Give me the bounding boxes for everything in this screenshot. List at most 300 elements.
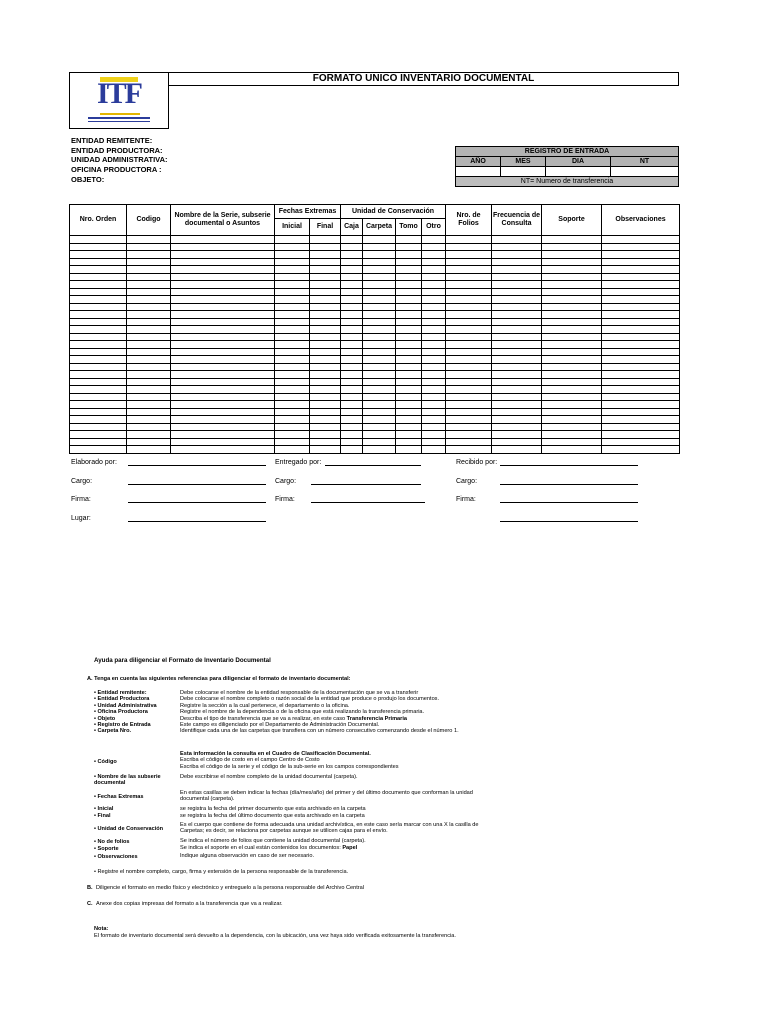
table-cell[interactable] bbox=[171, 266, 275, 274]
table-cell[interactable] bbox=[310, 281, 341, 289]
table-cell[interactable] bbox=[127, 258, 171, 266]
table-cell[interactable] bbox=[492, 318, 542, 326]
table-cell[interactable] bbox=[341, 311, 363, 319]
table-cell[interactable] bbox=[396, 273, 422, 281]
table-cell[interactable] bbox=[310, 341, 341, 349]
table-cell[interactable] bbox=[127, 318, 171, 326]
table-cell[interactable] bbox=[422, 341, 446, 349]
table-cell[interactable] bbox=[70, 446, 127, 454]
table-cell[interactable] bbox=[396, 378, 422, 386]
table-cell[interactable] bbox=[422, 431, 446, 439]
table-cell[interactable] bbox=[396, 258, 422, 266]
table-cell[interactable] bbox=[542, 438, 602, 446]
table-cell[interactable] bbox=[341, 356, 363, 364]
table-cell[interactable] bbox=[542, 378, 602, 386]
table-cell[interactable] bbox=[542, 326, 602, 334]
table-cell[interactable] bbox=[422, 326, 446, 334]
table-cell[interactable] bbox=[542, 356, 602, 364]
table-cell[interactable] bbox=[275, 273, 310, 281]
table-cell[interactable] bbox=[275, 296, 310, 304]
table-cell[interactable] bbox=[310, 431, 341, 439]
table-cell[interactable] bbox=[70, 296, 127, 304]
table-cell[interactable] bbox=[171, 243, 275, 251]
table-cell[interactable] bbox=[396, 251, 422, 259]
table-cell[interactable] bbox=[492, 251, 542, 259]
table-cell[interactable] bbox=[341, 326, 363, 334]
table-cell[interactable] bbox=[422, 243, 446, 251]
table-cell[interactable] bbox=[171, 326, 275, 334]
table-cell[interactable] bbox=[396, 296, 422, 304]
table-cell[interactable] bbox=[127, 303, 171, 311]
table-cell[interactable] bbox=[310, 371, 341, 379]
table-cell[interactable] bbox=[363, 273, 396, 281]
table-cell[interactable] bbox=[310, 303, 341, 311]
table-cell[interactable] bbox=[492, 386, 542, 394]
table-cell[interactable] bbox=[70, 303, 127, 311]
table-cell[interactable] bbox=[396, 416, 422, 424]
table-cell[interactable] bbox=[171, 363, 275, 371]
table-cell[interactable] bbox=[127, 371, 171, 379]
table-cell[interactable] bbox=[341, 273, 363, 281]
table-cell[interactable] bbox=[446, 401, 492, 409]
table-cell[interactable] bbox=[446, 273, 492, 281]
table-cell[interactable] bbox=[602, 393, 680, 401]
table-cell[interactable] bbox=[275, 378, 310, 386]
table-cell[interactable] bbox=[275, 431, 310, 439]
table-cell[interactable] bbox=[127, 273, 171, 281]
table-cell[interactable] bbox=[310, 266, 341, 274]
table-cell[interactable] bbox=[422, 266, 446, 274]
table-cell[interactable] bbox=[602, 401, 680, 409]
table-cell[interactable] bbox=[542, 386, 602, 394]
table-cell[interactable] bbox=[542, 371, 602, 379]
table-cell[interactable] bbox=[396, 281, 422, 289]
table-cell[interactable] bbox=[602, 431, 680, 439]
table-cell[interactable] bbox=[492, 236, 542, 244]
table-cell[interactable] bbox=[70, 363, 127, 371]
table-cell[interactable] bbox=[70, 356, 127, 364]
table-cell[interactable] bbox=[310, 243, 341, 251]
table-cell[interactable] bbox=[542, 401, 602, 409]
table-cell[interactable] bbox=[602, 438, 680, 446]
table-cell[interactable] bbox=[602, 318, 680, 326]
table-cell[interactable] bbox=[310, 348, 341, 356]
table-cell[interactable] bbox=[341, 393, 363, 401]
table-cell[interactable] bbox=[363, 266, 396, 274]
table-cell[interactable] bbox=[171, 423, 275, 431]
table-cell[interactable] bbox=[542, 408, 602, 416]
table-cell[interactable] bbox=[446, 281, 492, 289]
table-cell[interactable] bbox=[70, 318, 127, 326]
table-cell[interactable] bbox=[602, 371, 680, 379]
table-cell[interactable] bbox=[422, 251, 446, 259]
table-cell[interactable] bbox=[396, 408, 422, 416]
table-cell[interactable] bbox=[602, 243, 680, 251]
table-cell[interactable] bbox=[422, 356, 446, 364]
table-cell[interactable] bbox=[341, 281, 363, 289]
table-cell[interactable] bbox=[341, 363, 363, 371]
table-cell[interactable] bbox=[396, 386, 422, 394]
table-cell[interactable] bbox=[602, 356, 680, 364]
table-cell[interactable] bbox=[363, 371, 396, 379]
table-cell[interactable] bbox=[363, 258, 396, 266]
table-cell[interactable] bbox=[422, 393, 446, 401]
table-cell[interactable] bbox=[492, 378, 542, 386]
table-cell[interactable] bbox=[446, 303, 492, 311]
table-cell[interactable] bbox=[602, 408, 680, 416]
table-cell[interactable] bbox=[127, 341, 171, 349]
table-cell[interactable] bbox=[492, 348, 542, 356]
table-cell[interactable] bbox=[542, 296, 602, 304]
table-cell[interactable] bbox=[363, 393, 396, 401]
table-cell[interactable] bbox=[341, 251, 363, 259]
table-cell[interactable] bbox=[542, 333, 602, 341]
table-cell[interactable] bbox=[542, 311, 602, 319]
table-cell[interactable] bbox=[275, 318, 310, 326]
table-cell[interactable] bbox=[310, 251, 341, 259]
table-cell[interactable] bbox=[363, 288, 396, 296]
table-cell[interactable] bbox=[542, 341, 602, 349]
table-cell[interactable] bbox=[341, 236, 363, 244]
table-cell[interactable] bbox=[127, 363, 171, 371]
table-cell[interactable] bbox=[492, 326, 542, 334]
table-cell[interactable] bbox=[446, 363, 492, 371]
table-cell[interactable] bbox=[171, 356, 275, 364]
table-cell[interactable] bbox=[310, 363, 341, 371]
table-cell[interactable] bbox=[542, 446, 602, 454]
table-cell[interactable] bbox=[602, 416, 680, 424]
table-cell[interactable] bbox=[275, 288, 310, 296]
table-cell[interactable] bbox=[310, 401, 341, 409]
table-cell[interactable] bbox=[70, 311, 127, 319]
table-cell[interactable] bbox=[341, 303, 363, 311]
table-cell[interactable] bbox=[396, 303, 422, 311]
table-cell[interactable] bbox=[492, 423, 542, 431]
firma-field[interactable] bbox=[311, 502, 425, 503]
table-cell[interactable] bbox=[127, 393, 171, 401]
table-cell[interactable] bbox=[70, 243, 127, 251]
table-cell[interactable] bbox=[171, 251, 275, 259]
table-cell[interactable] bbox=[70, 281, 127, 289]
table-cell[interactable] bbox=[602, 326, 680, 334]
table-cell[interactable] bbox=[310, 438, 341, 446]
table-cell[interactable] bbox=[446, 311, 492, 319]
table-cell[interactable] bbox=[275, 258, 310, 266]
table-cell[interactable] bbox=[492, 243, 542, 251]
table-cell[interactable] bbox=[492, 333, 542, 341]
table-cell[interactable] bbox=[602, 311, 680, 319]
table-cell[interactable] bbox=[446, 288, 492, 296]
table-cell[interactable] bbox=[363, 423, 396, 431]
table-cell[interactable] bbox=[492, 438, 542, 446]
table-cell[interactable] bbox=[171, 446, 275, 454]
table-cell[interactable] bbox=[422, 363, 446, 371]
table-cell[interactable] bbox=[171, 393, 275, 401]
table-cell[interactable] bbox=[171, 438, 275, 446]
table-cell[interactable] bbox=[492, 303, 542, 311]
table-cell[interactable] bbox=[363, 318, 396, 326]
cell[interactable] bbox=[546, 167, 611, 177]
table-cell[interactable] bbox=[171, 258, 275, 266]
table-cell[interactable] bbox=[492, 288, 542, 296]
table-cell[interactable] bbox=[341, 423, 363, 431]
table-cell[interactable] bbox=[341, 296, 363, 304]
table-cell[interactable] bbox=[446, 333, 492, 341]
table-cell[interactable] bbox=[127, 438, 171, 446]
table-cell[interactable] bbox=[446, 408, 492, 416]
table-cell[interactable] bbox=[127, 333, 171, 341]
table-cell[interactable] bbox=[127, 326, 171, 334]
table-cell[interactable] bbox=[341, 243, 363, 251]
firma-field[interactable] bbox=[128, 502, 266, 503]
table-cell[interactable] bbox=[70, 251, 127, 259]
table-cell[interactable] bbox=[171, 311, 275, 319]
table-cell[interactable] bbox=[341, 386, 363, 394]
table-cell[interactable] bbox=[341, 431, 363, 439]
table-cell[interactable] bbox=[446, 423, 492, 431]
table-cell[interactable] bbox=[542, 363, 602, 371]
table-cell[interactable] bbox=[127, 431, 171, 439]
table-cell[interactable] bbox=[275, 438, 310, 446]
table-cell[interactable] bbox=[363, 341, 396, 349]
firma-field[interactable] bbox=[500, 502, 638, 503]
table-cell[interactable] bbox=[310, 393, 341, 401]
table-cell[interactable] bbox=[70, 288, 127, 296]
table-cell[interactable] bbox=[492, 393, 542, 401]
table-cell[interactable] bbox=[127, 281, 171, 289]
table-cell[interactable] bbox=[446, 386, 492, 394]
table-cell[interactable] bbox=[310, 311, 341, 319]
table-cell[interactable] bbox=[396, 363, 422, 371]
table-cell[interactable] bbox=[70, 408, 127, 416]
table-cell[interactable] bbox=[341, 438, 363, 446]
table-cell[interactable] bbox=[446, 416, 492, 424]
table-cell[interactable] bbox=[70, 423, 127, 431]
table-cell[interactable] bbox=[396, 288, 422, 296]
table-cell[interactable] bbox=[127, 386, 171, 394]
table-cell[interactable] bbox=[127, 296, 171, 304]
table-cell[interactable] bbox=[446, 446, 492, 454]
elaborado-field[interactable] bbox=[128, 465, 266, 466]
table-cell[interactable] bbox=[70, 341, 127, 349]
table-cell[interactable] bbox=[422, 423, 446, 431]
table-cell[interactable] bbox=[492, 266, 542, 274]
table-cell[interactable] bbox=[396, 371, 422, 379]
table-cell[interactable] bbox=[363, 446, 396, 454]
table-cell[interactable] bbox=[602, 423, 680, 431]
table-cell[interactable] bbox=[127, 408, 171, 416]
table-cell[interactable] bbox=[422, 401, 446, 409]
table-cell[interactable] bbox=[275, 303, 310, 311]
table-cell[interactable] bbox=[492, 281, 542, 289]
table-cell[interactable] bbox=[363, 378, 396, 386]
table-cell[interactable] bbox=[446, 378, 492, 386]
table-cell[interactable] bbox=[70, 333, 127, 341]
table-cell[interactable] bbox=[171, 281, 275, 289]
table-cell[interactable] bbox=[422, 416, 446, 424]
table-cell[interactable] bbox=[275, 408, 310, 416]
table-cell[interactable] bbox=[70, 236, 127, 244]
table-cell[interactable] bbox=[310, 288, 341, 296]
table-cell[interactable] bbox=[171, 431, 275, 439]
table-cell[interactable] bbox=[363, 333, 396, 341]
table-cell[interactable] bbox=[446, 356, 492, 364]
table-cell[interactable] bbox=[542, 431, 602, 439]
table-cell[interactable] bbox=[171, 296, 275, 304]
table-cell[interactable] bbox=[396, 446, 422, 454]
table-cell[interactable] bbox=[363, 363, 396, 371]
table-cell[interactable] bbox=[602, 333, 680, 341]
table-cell[interactable] bbox=[396, 243, 422, 251]
table-cell[interactable] bbox=[446, 296, 492, 304]
table-cell[interactable] bbox=[275, 251, 310, 259]
table-cell[interactable] bbox=[171, 341, 275, 349]
table-cell[interactable] bbox=[422, 438, 446, 446]
table-cell[interactable] bbox=[492, 431, 542, 439]
table-cell[interactable] bbox=[310, 258, 341, 266]
table-cell[interactable] bbox=[363, 408, 396, 416]
table-cell[interactable] bbox=[446, 348, 492, 356]
table-cell[interactable] bbox=[602, 258, 680, 266]
table-cell[interactable] bbox=[422, 303, 446, 311]
table-cell[interactable] bbox=[492, 446, 542, 454]
table-cell[interactable] bbox=[542, 416, 602, 424]
table-cell[interactable] bbox=[542, 236, 602, 244]
table-cell[interactable] bbox=[602, 288, 680, 296]
table-cell[interactable] bbox=[127, 236, 171, 244]
table-cell[interactable] bbox=[341, 258, 363, 266]
table-cell[interactable] bbox=[275, 416, 310, 424]
table-cell[interactable] bbox=[492, 401, 542, 409]
table-cell[interactable] bbox=[492, 273, 542, 281]
table-cell[interactable] bbox=[275, 348, 310, 356]
table-cell[interactable] bbox=[422, 273, 446, 281]
table-cell[interactable] bbox=[446, 438, 492, 446]
table-cell[interactable] bbox=[542, 281, 602, 289]
table-cell[interactable] bbox=[363, 311, 396, 319]
table-cell[interactable] bbox=[602, 273, 680, 281]
table-cell[interactable] bbox=[492, 416, 542, 424]
table-cell[interactable] bbox=[363, 281, 396, 289]
table-cell[interactable] bbox=[310, 386, 341, 394]
table-cell[interactable] bbox=[396, 236, 422, 244]
table-cell[interactable] bbox=[602, 281, 680, 289]
table-cell[interactable] bbox=[275, 401, 310, 409]
table-cell[interactable] bbox=[341, 446, 363, 454]
table-cell[interactable] bbox=[492, 341, 542, 349]
table-cell[interactable] bbox=[422, 296, 446, 304]
table-cell[interactable] bbox=[422, 446, 446, 454]
table-cell[interactable] bbox=[127, 446, 171, 454]
table-cell[interactable] bbox=[446, 236, 492, 244]
table-cell[interactable] bbox=[422, 348, 446, 356]
table-cell[interactable] bbox=[70, 348, 127, 356]
cell[interactable] bbox=[456, 167, 501, 177]
table-cell[interactable] bbox=[396, 341, 422, 349]
table-cell[interactable] bbox=[363, 386, 396, 394]
table-cell[interactable] bbox=[275, 333, 310, 341]
table-cell[interactable] bbox=[275, 311, 310, 319]
table-cell[interactable] bbox=[363, 431, 396, 439]
table-cell[interactable] bbox=[70, 393, 127, 401]
table-cell[interactable] bbox=[310, 326, 341, 334]
table-cell[interactable] bbox=[492, 311, 542, 319]
table-cell[interactable] bbox=[127, 378, 171, 386]
table-cell[interactable] bbox=[602, 303, 680, 311]
table-cell[interactable] bbox=[127, 251, 171, 259]
table-cell[interactable] bbox=[422, 378, 446, 386]
table-cell[interactable] bbox=[70, 326, 127, 334]
table-cell[interactable] bbox=[422, 371, 446, 379]
table-cell[interactable] bbox=[171, 273, 275, 281]
table-cell[interactable] bbox=[446, 258, 492, 266]
cargo-field[interactable] bbox=[128, 484, 266, 485]
table-cell[interactable] bbox=[70, 371, 127, 379]
table-cell[interactable] bbox=[127, 416, 171, 424]
table-cell[interactable] bbox=[446, 318, 492, 326]
table-cell[interactable] bbox=[275, 386, 310, 394]
table-cell[interactable] bbox=[363, 438, 396, 446]
table-cell[interactable] bbox=[127, 401, 171, 409]
table-cell[interactable] bbox=[310, 356, 341, 364]
table-cell[interactable] bbox=[446, 393, 492, 401]
table-cell[interactable] bbox=[363, 416, 396, 424]
table-cell[interactable] bbox=[396, 326, 422, 334]
table-cell[interactable] bbox=[542, 288, 602, 296]
table-cell[interactable] bbox=[275, 371, 310, 379]
entregado-field[interactable] bbox=[325, 465, 421, 466]
table-cell[interactable] bbox=[363, 236, 396, 244]
table-cell[interactable] bbox=[363, 401, 396, 409]
table-cell[interactable] bbox=[602, 348, 680, 356]
table-cell[interactable] bbox=[341, 408, 363, 416]
table-cell[interactable] bbox=[171, 401, 275, 409]
table-cell[interactable] bbox=[542, 258, 602, 266]
table-cell[interactable] bbox=[341, 348, 363, 356]
table-cell[interactable] bbox=[341, 333, 363, 341]
table-cell[interactable] bbox=[310, 416, 341, 424]
table-cell[interactable] bbox=[422, 333, 446, 341]
table-cell[interactable] bbox=[602, 363, 680, 371]
table-cell[interactable] bbox=[275, 356, 310, 364]
table-cell[interactable] bbox=[396, 318, 422, 326]
cargo-field[interactable] bbox=[311, 484, 421, 485]
table-cell[interactable] bbox=[602, 386, 680, 394]
table-cell[interactable] bbox=[602, 296, 680, 304]
table-cell[interactable] bbox=[310, 378, 341, 386]
table-cell[interactable] bbox=[127, 266, 171, 274]
table-cell[interactable] bbox=[70, 431, 127, 439]
table-cell[interactable] bbox=[275, 326, 310, 334]
table-cell[interactable] bbox=[492, 296, 542, 304]
table-cell[interactable] bbox=[310, 423, 341, 431]
table-cell[interactable] bbox=[70, 438, 127, 446]
table-cell[interactable] bbox=[171, 236, 275, 244]
table-cell[interactable] bbox=[275, 393, 310, 401]
table-cell[interactable] bbox=[446, 243, 492, 251]
table-cell[interactable] bbox=[341, 401, 363, 409]
table-cell[interactable] bbox=[171, 378, 275, 386]
table-cell[interactable] bbox=[422, 311, 446, 319]
table-cell[interactable] bbox=[171, 416, 275, 424]
table-cell[interactable] bbox=[542, 423, 602, 431]
table-cell[interactable] bbox=[492, 363, 542, 371]
table-cell[interactable] bbox=[310, 296, 341, 304]
table-cell[interactable] bbox=[171, 303, 275, 311]
table-cell[interactable] bbox=[542, 393, 602, 401]
table-cell[interactable] bbox=[310, 333, 341, 341]
table-cell[interactable] bbox=[602, 378, 680, 386]
